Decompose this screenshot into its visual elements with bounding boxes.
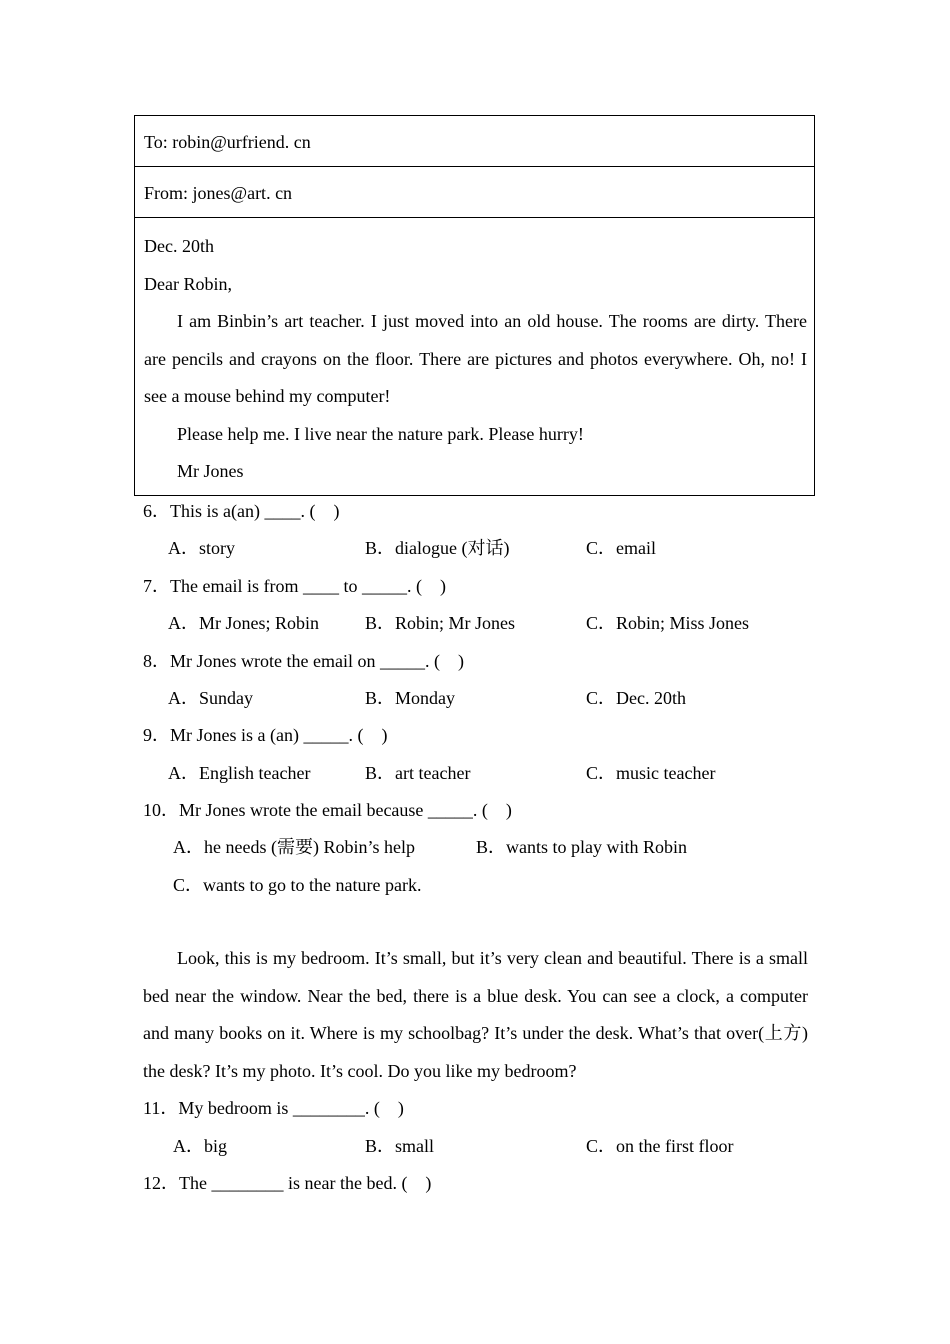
question-6-option-a: A．story: [168, 538, 235, 558]
question-11-stem: 11．My bedroom is ________. ( ): [143, 1098, 404, 1118]
question-7-stem: 7．The email is from ____ to _____. ( ): [143, 576, 446, 596]
email-signature: Mr Jones: [177, 461, 244, 481]
email-paragraph-1: I am Binbin’s art teacher. I just moved into an old house. The rooms are dirty. There are pencils and crayons on the floor. There are pictures and photos everywhere. Oh, no! I see a mouse behind my computer!: [144, 311, 807, 406]
bedroom-passage: Look, this is my bedroom. It’s small, but it’s very clean and beautiful. There is a small bed near the window. Near the bed, there is a blue desk. You can see a clock, a computer and many books on it. Where is my schoolbag? It’s under the desk. What’s that over(上方) the desk? It’s my photo. It’s cool. Do you like my bedroom?: [143, 948, 808, 1081]
email-date: Dec. 20th: [144, 236, 214, 256]
question-7-option-c: C．Robin; Miss Jones: [586, 613, 750, 633]
question-10-stem: 10．Mr Jones wrote the email because _____. ( ): [143, 800, 512, 820]
question-11-option-c: C．on the first floor: [586, 1136, 734, 1156]
question-8-option-c: C．Dec. 20th: [586, 688, 686, 708]
question-10-option-c: C．wants to go to the nature park.: [173, 875, 422, 895]
question-8-option-b: B．Monday: [365, 688, 455, 708]
email-paragraph-2: Please help me. I live near the nature park. Please hurry!: [177, 423, 584, 444]
question-6-stem: 6．This is a(an) ____. ( ): [143, 501, 340, 521]
question-7-option-a: A．Mr Jones; Robin: [168, 613, 320, 633]
email-box: [134, 115, 815, 496]
question-9-option-a: A．English teacher: [168, 763, 311, 783]
question-10-option-a: A．he needs (需要) Robin’s help: [173, 837, 415, 857]
question-6-option-b: B．dialogue (对话): [365, 538, 510, 558]
question-9-option-b: B．art teacher: [365, 763, 471, 783]
question-8-stem: 8．Mr Jones wrote the email on _____. ( ): [143, 651, 464, 671]
email-from: From: jones@art. cn: [135, 167, 814, 218]
email-to: To: robin@urfriend. cn: [135, 116, 814, 167]
question-11-option-a: A．big: [173, 1136, 227, 1156]
question-7-option-b: B．Robin; Mr Jones: [365, 613, 516, 633]
question-11-option-b: B．small: [365, 1136, 435, 1156]
email-greeting: Dear Robin,: [144, 273, 232, 294]
question-12-stem: 12．The ________ is near the bed. ( ): [143, 1173, 432, 1193]
question-10-option-b: B．wants to play with Robin: [476, 837, 687, 857]
question-6-option-c: C．email: [586, 538, 656, 558]
question-9-option-c: C．music teacher: [586, 763, 716, 783]
email-body: [135, 218, 814, 495]
question-8-option-a: A．Sunday: [168, 688, 253, 708]
question-9-stem: 9．Mr Jones is a (an) _____. ( ): [143, 725, 388, 745]
